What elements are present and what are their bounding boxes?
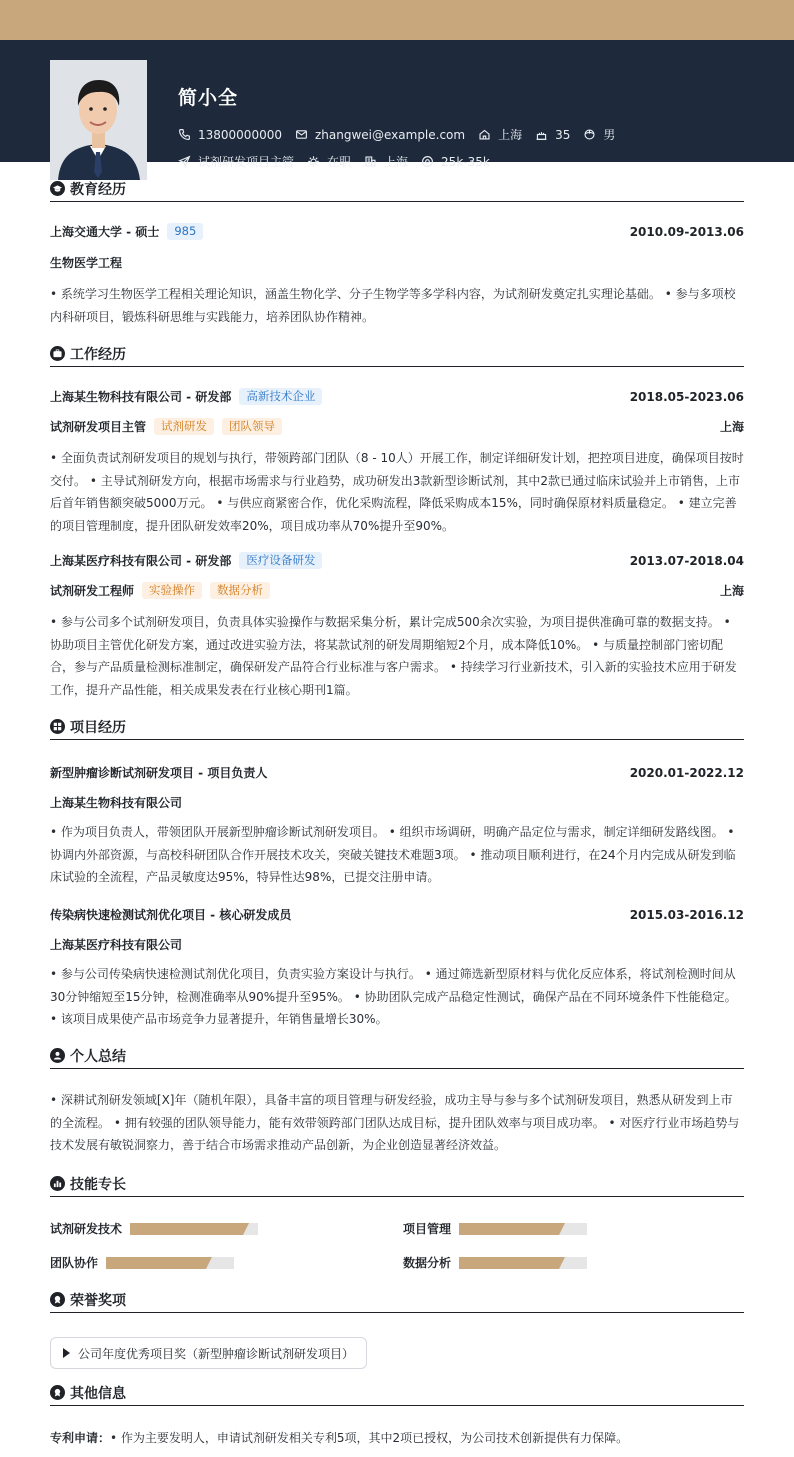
company-name: 上海某医疗科技有限公司 - 研发部: [50, 554, 232, 568]
phone-item: [178, 128, 282, 142]
company-tag: 高新技术企业: [239, 388, 322, 405]
user-icon: [50, 1048, 65, 1063]
skill-item: [403, 1254, 587, 1271]
status-text: 在职: [327, 155, 352, 169]
education-title: 教育经历: [70, 181, 126, 198]
gender-item: [583, 126, 615, 143]
other-title: 其他信息: [70, 1385, 126, 1402]
top-accent-band: [0, 0, 794, 40]
work-title: 工作经历: [70, 346, 126, 363]
education-entry-header: [50, 223, 744, 240]
target-city-text: 上海: [384, 155, 409, 169]
project-name: 传染病快速检测试剂优化项目 - 核心研发成员: [50, 908, 292, 922]
project-description: • 参与公司传染病快速检测试剂优化项目，负责实验方案设计与执行。 • 通过筛选新型原材料与优化反应体系，将试剂检测时间从30分钟缩短至15分钟，检测准确率从90%提升至95%。 • 协助团队完成产品稳定性测试，确保产品在不同环境条件下性能稳定。 • 该项目成果使产品市场竞争力显著提升，年销售量增长30%。: [50, 967, 737, 1026]
awards-section: [50, 1291, 744, 1381]
project-period: 2015.03-2016.12: [629, 907, 744, 922]
bar-chart-icon: [50, 1176, 65, 1191]
award-icon: [50, 1292, 65, 1307]
status-item: [307, 153, 351, 170]
education-description: • 系统学习生物医学工程相关理论知识，涵盖生物化学、分子生物学等多学科内容，为试剂研发奠定扎实理论基础。 • 参与多项校内科研项目，锻炼科研思维与实践能力，培养团队协作精神。: [50, 287, 736, 324]
skill-item: [403, 1220, 587, 1237]
work-description: • 全面负责试剂研发项目的规划与执行，带领跨部门团队（8 - 10人）开展工作，制定详细研发计划，把控项目进度，确保项目按时交付。 • 主导试剂研发方向，根据市场需求与行业趋势，成功研发出3款新型诊断试剂，其中2款已通过临床试验并上市销售，上市后首年销售额突破5000万元。 • 与供应商紧密合作，优化采购流程，降低采购成本15%，同时确保原材料质量稳定。 • 建立完善的项目管理制度，提升团队研发效率20%，项目成功率从70%提升至90%。: [50, 451, 744, 533]
salary-icon: [421, 155, 434, 168]
info-icon: [50, 1385, 65, 1400]
projects-title: 项目经历: [70, 719, 126, 736]
skill-tag: 实验操作: [142, 582, 202, 599]
work-position-row: [50, 418, 744, 435]
project-name: 新型肿瘤诊断试剂研发项目 - 项目负责人: [50, 766, 268, 780]
other-section: [50, 1384, 744, 1454]
candidate-name: 简小全: [178, 87, 239, 109]
award-item[interactable]: [50, 1337, 367, 1369]
skill-item: [50, 1254, 234, 1271]
position-title: 试剂研发项目主管: [50, 420, 147, 434]
graduation-cap-icon: [50, 181, 65, 196]
building-icon: [364, 155, 377, 168]
target-city-item: [364, 153, 408, 170]
status-icon: [307, 155, 320, 168]
skill-level-fill: [130, 1223, 243, 1235]
work-description: • 参与公司多个试剂研发项目，负责具体实验操作与数据采集分析，累计完成500余次实验，为项目提供准确可靠的数据支持。 • 协助项目主管优化研发方案，通过改进实验方法，将某款试剂的研发周期缩短2个月，成本降低10%。 • 与质量控制部门密切配合，参与产品质量检测标准制定，确保研发产品符合行业标准与客户需求。 • 持续学习行业新技术，引入新的实验技术应用于研发工作，提升产品性能，相关成果发表在行业核心期刊1篇。: [50, 615, 737, 697]
other-header: [50, 1384, 744, 1406]
skill-name: 数据分析: [403, 1256, 452, 1270]
grid-icon: [50, 719, 65, 734]
skill-item: [50, 1220, 258, 1237]
project-description: • 作为项目负责人，带领团队开展新型肿瘤诊断试剂研发项目。 • 组织市场调研，明确产品定位与需求，制定详细研发路线图。 • 协调内外部资源，与高校科研团队合作开展技术攻关，突破关键技术难题3项。 • 推动项目顺利进行，在24个月内完成从研发到临床试验的全流程，产品灵敏度达95%，特异性达98%，已提交注册申请。: [50, 825, 736, 884]
work-city: 上海: [719, 420, 744, 434]
skill-level-bar: [130, 1223, 258, 1235]
home-icon: [478, 128, 491, 141]
cake-icon: [535, 128, 548, 141]
gender-text: 男: [603, 128, 616, 142]
contact-info-row: [178, 126, 628, 143]
work-header: [50, 345, 744, 367]
project-org: 上海某医疗科技有限公司: [50, 938, 183, 952]
project-org: 上海某生物科技有限公司: [50, 796, 183, 810]
job-intent-row: [178, 153, 503, 170]
location-text: 上海: [498, 128, 523, 142]
skills-title: 技能专长: [70, 1176, 126, 1193]
education-section: [50, 180, 744, 330]
work-period: 2013.07-2018.04: [629, 553, 744, 568]
skill-name: 项目管理: [403, 1222, 452, 1236]
work-entry-header: [50, 388, 744, 405]
other-label: 专利申请：: [50, 1431, 111, 1445]
target-position-item: [178, 153, 294, 170]
age-text: 35: [555, 127, 571, 142]
position-title: 试剂研发工程师: [50, 584, 135, 598]
skill-name: 试剂研发技术: [50, 1222, 123, 1236]
summary-description: • 深耕试剂研发领域[X]年（随机年限），具备丰富的项目管理与研发经验，成功主导与参与多个试剂研发项目，熟悉从研发到上市的全流程。 • 拥有较强的团队领导能力，能有效带领跨部门团队达成目标，提升团队效率与项目成功率。 • 对医疗行业市场趋势与技术发展有敏锐洞察力，善于结合市场需求推动产品创新，为企业创造显著经济效益。: [50, 1093, 740, 1152]
work-section: [50, 345, 744, 705]
age-item: [535, 128, 570, 142]
skill-tag: 数据分析: [210, 582, 270, 599]
projects-section: [50, 718, 744, 1038]
email-item: [295, 128, 465, 142]
awards-header: [50, 1291, 744, 1313]
salary-item: [421, 155, 490, 169]
project-org-row: [50, 936, 744, 953]
major: 生物医学工程: [50, 256, 123, 270]
education-major-row: [50, 254, 744, 271]
summary-header: [50, 1047, 744, 1069]
education-period: 2010.09-2013.06: [629, 224, 744, 239]
company-tag: 医疗设备研发: [239, 552, 322, 569]
other-description: • 作为主要发明人，申请试剂研发相关专利5项，其中2项已授权，为公司技术创新提供有力保障。: [110, 1431, 629, 1445]
project-entry-header: [50, 906, 744, 923]
salary-text: 25k-35k: [441, 154, 490, 169]
awards-title: 荣誉奖项: [70, 1292, 126, 1309]
skills-section: [50, 1175, 744, 1275]
skill-tag: 团队领导: [222, 418, 282, 435]
skill-level-fill: [106, 1257, 206, 1269]
work-entry-header: [50, 552, 744, 569]
summary-title: 个人总结: [70, 1048, 126, 1065]
award-text: 公司年度优秀项目奖（新型肿瘤诊断试剂研发项目）: [78, 1346, 355, 1361]
company-name: 上海某生物科技有限公司 - 研发部: [50, 390, 232, 404]
send-icon: [178, 155, 191, 168]
avatar-photo: [50, 60, 147, 180]
target-position-text: 试剂研发项目主管: [198, 155, 295, 169]
expand-triangle-icon[interactable]: [63, 1348, 70, 1358]
skill-level-bar: [459, 1257, 587, 1269]
profile-header: [0, 40, 794, 169]
project-org-row: [50, 794, 744, 811]
work-city: 上海: [719, 584, 744, 598]
phone-icon: [178, 128, 191, 141]
summary-section: [50, 1047, 744, 1162]
email-text[interactable]: zhangwei@example.com: [314, 127, 466, 142]
other-info-line: [50, 1427, 744, 1450]
avatar: [50, 60, 147, 180]
school-tag: 985: [167, 223, 203, 240]
projects-header: [50, 718, 744, 740]
phone-text[interactable]: 13800000000: [198, 127, 282, 142]
skills-header: [50, 1175, 744, 1197]
work-position-row: [50, 582, 744, 599]
briefcase-icon: [50, 346, 65, 361]
project-entry-header: [50, 764, 744, 781]
location-item: [478, 126, 522, 143]
skill-tag: 试剂研发: [154, 418, 214, 435]
school-name: 上海交通大学 - 硕士: [50, 225, 160, 239]
mail-icon: [295, 128, 308, 141]
project-period: 2020.01-2022.12: [629, 765, 744, 780]
work-period: 2018.05-2023.06: [629, 389, 744, 404]
education-header: [50, 180, 744, 202]
skill-level-fill: [459, 1257, 559, 1269]
skill-name: 团队协作: [50, 1256, 99, 1270]
gender-icon: [583, 128, 596, 141]
skill-level-fill: [459, 1223, 559, 1235]
skill-level-bar: [459, 1223, 587, 1235]
skill-level-bar: [106, 1257, 234, 1269]
